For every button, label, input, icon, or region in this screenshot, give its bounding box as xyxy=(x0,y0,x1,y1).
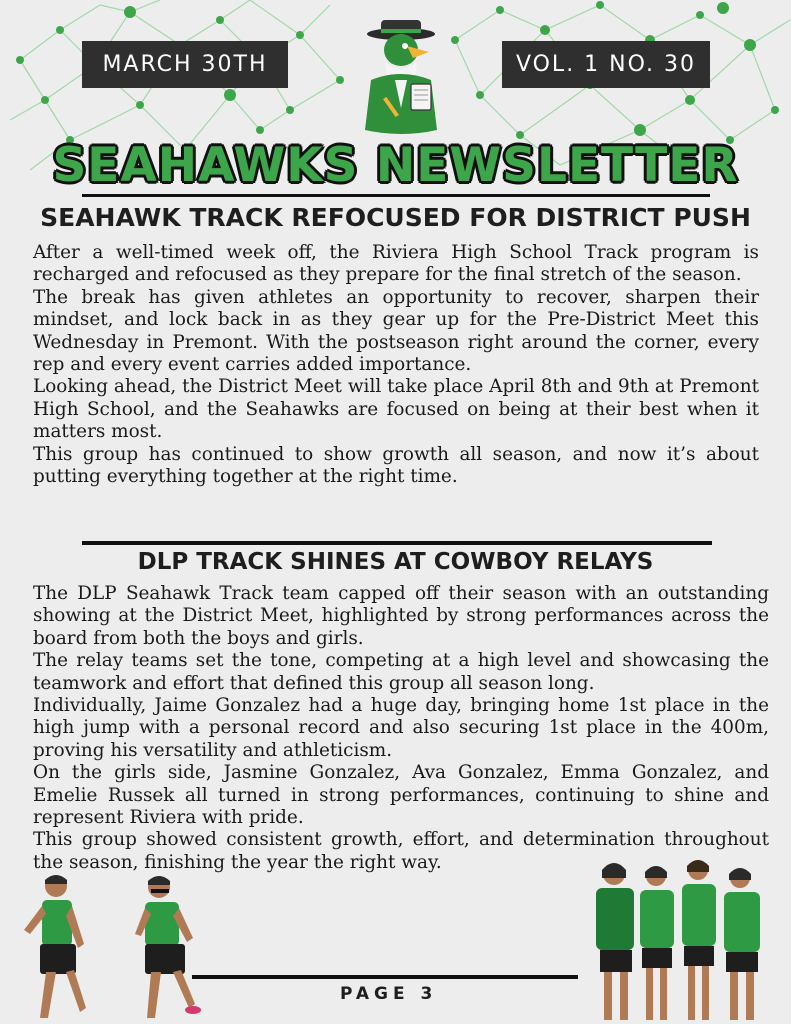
article-2-paragraph: On the girls side, Jasmine Gonzalez, Ava Gonzalez, Emma Gonzalez, and Emelie Russek all turned in strong performances, continuing to shine and represent Riviera with pride. xyxy=(33,762,769,829)
seahawk-mascot-icon xyxy=(355,18,447,138)
relay-team-photo-right xyxy=(590,858,770,1022)
date-badge: MARCH 30TH xyxy=(82,41,288,88)
page-number: PAGE 3 xyxy=(340,984,438,1004)
article-1-paragraph: Looking ahead, the District Meet will take place April 8th and 9th at Premont High School, and the Seahawks are focused on being at their best when it matters most. xyxy=(33,376,759,443)
article-2-paragraph: Individually, Jaime Gonzalez had a huge day, bringing home 1st place in the high jump with a personal record and also securing 1st place in the 400m, proving his versatility and athleticism. xyxy=(33,695,769,761)
title-divider xyxy=(82,194,710,197)
article-2-paragraph: The DLP Seahawk Track team capped off their season with an outstanding showing at the District Meet, highlighted by strong performances across the board from both the boys and girls. xyxy=(33,583,769,649)
article-1-paragraph: After a well-timed week off, the Riviera High School Track program is recharged and refocused as they prepare for the final stretch of the season. xyxy=(33,242,759,286)
article-2-paragraph: This group showed consistent growth, effort, and determination throughout the season, finishing the year the right way. xyxy=(33,829,769,873)
article-1-paragraph: This group has continued to show growth all season, and now it’s about putting everything together at the right time. xyxy=(33,443,759,488)
runner-photo-left xyxy=(18,872,98,1022)
article-1-body xyxy=(33,242,759,488)
article-1-paragraph: The break has given athletes an opportunity to recover, sharpen their mindset, and lock back in as they gear up for the Pre-District Meet this Wednesday in Premont. With the postseason right around the corner, every rep and every event carries added importance. xyxy=(33,286,759,376)
article-1-headline: SEAHAWK TRACK REFOCUSED FOR DISTRICT PUSH xyxy=(40,203,751,232)
article-2-paragraph: The relay teams set the tone, competing at a high level and showcasing the teamwork and effort that defined this group all season long. xyxy=(33,650,769,694)
footer-divider xyxy=(192,975,578,979)
newsletter-title: SEAHAWKS NEWSLETTER xyxy=(52,138,739,193)
runner-photo-middle xyxy=(133,872,213,1022)
article-2-headline: DLP TRACK SHINES AT COWBOY RELAYS xyxy=(137,549,654,575)
article-2-body xyxy=(33,583,769,874)
section-divider xyxy=(82,541,712,545)
volume-badge: VOL. 1 NO. 30 xyxy=(502,41,710,88)
